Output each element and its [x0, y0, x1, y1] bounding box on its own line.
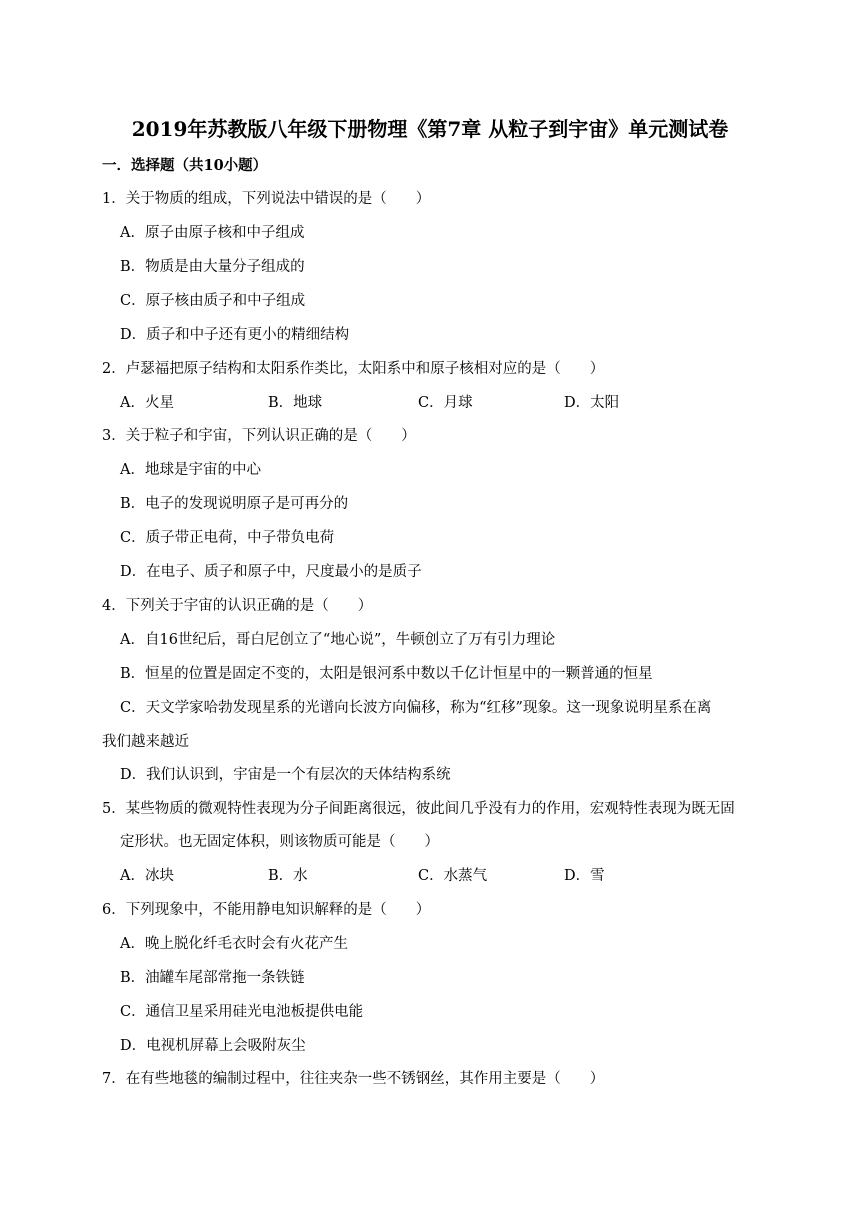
- question-3-option-d: D．在电子、质子和原子中，尺度最小的是质子: [120, 564, 422, 580]
- question-5-stem: 5．某些物质的微观特性表现为分子间距离很远，彼此间几乎没有力的作用，宏观特性表现为既无固: [102, 801, 735, 817]
- question-6-option-c: C．通信卫星采用硅光电池板提供电能: [120, 1004, 364, 1020]
- question-5-option-c: C．水蒸气: [418, 868, 488, 884]
- question-6-option-d: D．电视机屏幕上会吸附灰尘: [120, 1038, 306, 1054]
- question-4-option-d: D．我们认识到，宇宙是一个有层次的天体结构系统: [120, 767, 451, 783]
- question-5-stem-continued: 定形状。也无固定体积，则该物质可能是（ ）: [120, 834, 439, 850]
- question-3-stem: 3．关于粒子和宇宙，下列认识正确的是（ ）: [102, 428, 416, 444]
- question-4-option-a: A．自16世纪后，哥白尼创立了“地心说”，牛顿创立了万有引力理论: [120, 632, 556, 648]
- question-4-option-b: B．恒星的位置是固定不变的，太阳是银河系中数以千亿计恒星中的一颗普通的恒星: [120, 666, 653, 682]
- question-5-option-b: B．水: [268, 868, 308, 884]
- question-2-option-d: D．太阳: [564, 395, 620, 411]
- question-1-option-a: A．原子由原子核和中子组成: [120, 225, 305, 241]
- question-4-option-c-continued: 我们越来越近: [102, 734, 189, 750]
- question-4-stem: 4．下列关于宇宙的认识正确的是（ ）: [102, 598, 373, 614]
- section-heading: 一．选择题（共10小题）: [102, 157, 268, 174]
- question-1-option-d: D．质子和中子还有更小的精细结构: [120, 327, 350, 343]
- question-7-stem: 7．在有些地毯的编制过程中，往往夹杂一些不锈钢丝，其作用主要是（ ）: [102, 1071, 605, 1087]
- question-2-option-b: B．地球: [268, 395, 323, 411]
- question-6-option-b: B．油罐车尾部常拖一条铁链: [120, 970, 305, 986]
- question-2-option-a: A．火星: [120, 395, 174, 411]
- question-5-option-d: D．雪: [564, 868, 605, 884]
- question-5-option-a: A．冰块: [120, 868, 174, 884]
- question-1-option-b: B．物质是由大量分子组成的: [120, 259, 305, 275]
- page-title: 2019年苏教版八年级下册物理《第7章 从粒子到宇宙》单元测试卷: [131, 117, 729, 141]
- question-4-option-c: C．天文学家哈勃发现星系的光谱向长波方向偏移，称为“红移”现象。这一现象说明星系在离: [120, 700, 712, 716]
- question-3-option-c: C．质子带正电荷，中子带负电荷: [120, 530, 335, 546]
- question-3-option-a: A．地球是宇宙的中心: [120, 462, 261, 478]
- question-6-stem: 6．下列现象中，不能用静电知识解释的是（ ）: [102, 902, 431, 918]
- question-1-stem: 1．关于物质的组成，下列说法中错误的是（ ）: [102, 191, 431, 207]
- question-1-option-c: C．原子核由质子和中子组成: [120, 293, 306, 309]
- question-2-stem: 2．卢瑟福把原子结构和太阳系作类比，太阳系中和原子核相对应的是（ ）: [102, 361, 605, 377]
- question-3-option-b: B．电子的发现说明原子是可再分的: [120, 496, 349, 512]
- question-6-option-a: A．晚上脱化纤毛衣时会有火花产生: [120, 936, 348, 952]
- question-2-option-c: C．月球: [418, 395, 473, 411]
